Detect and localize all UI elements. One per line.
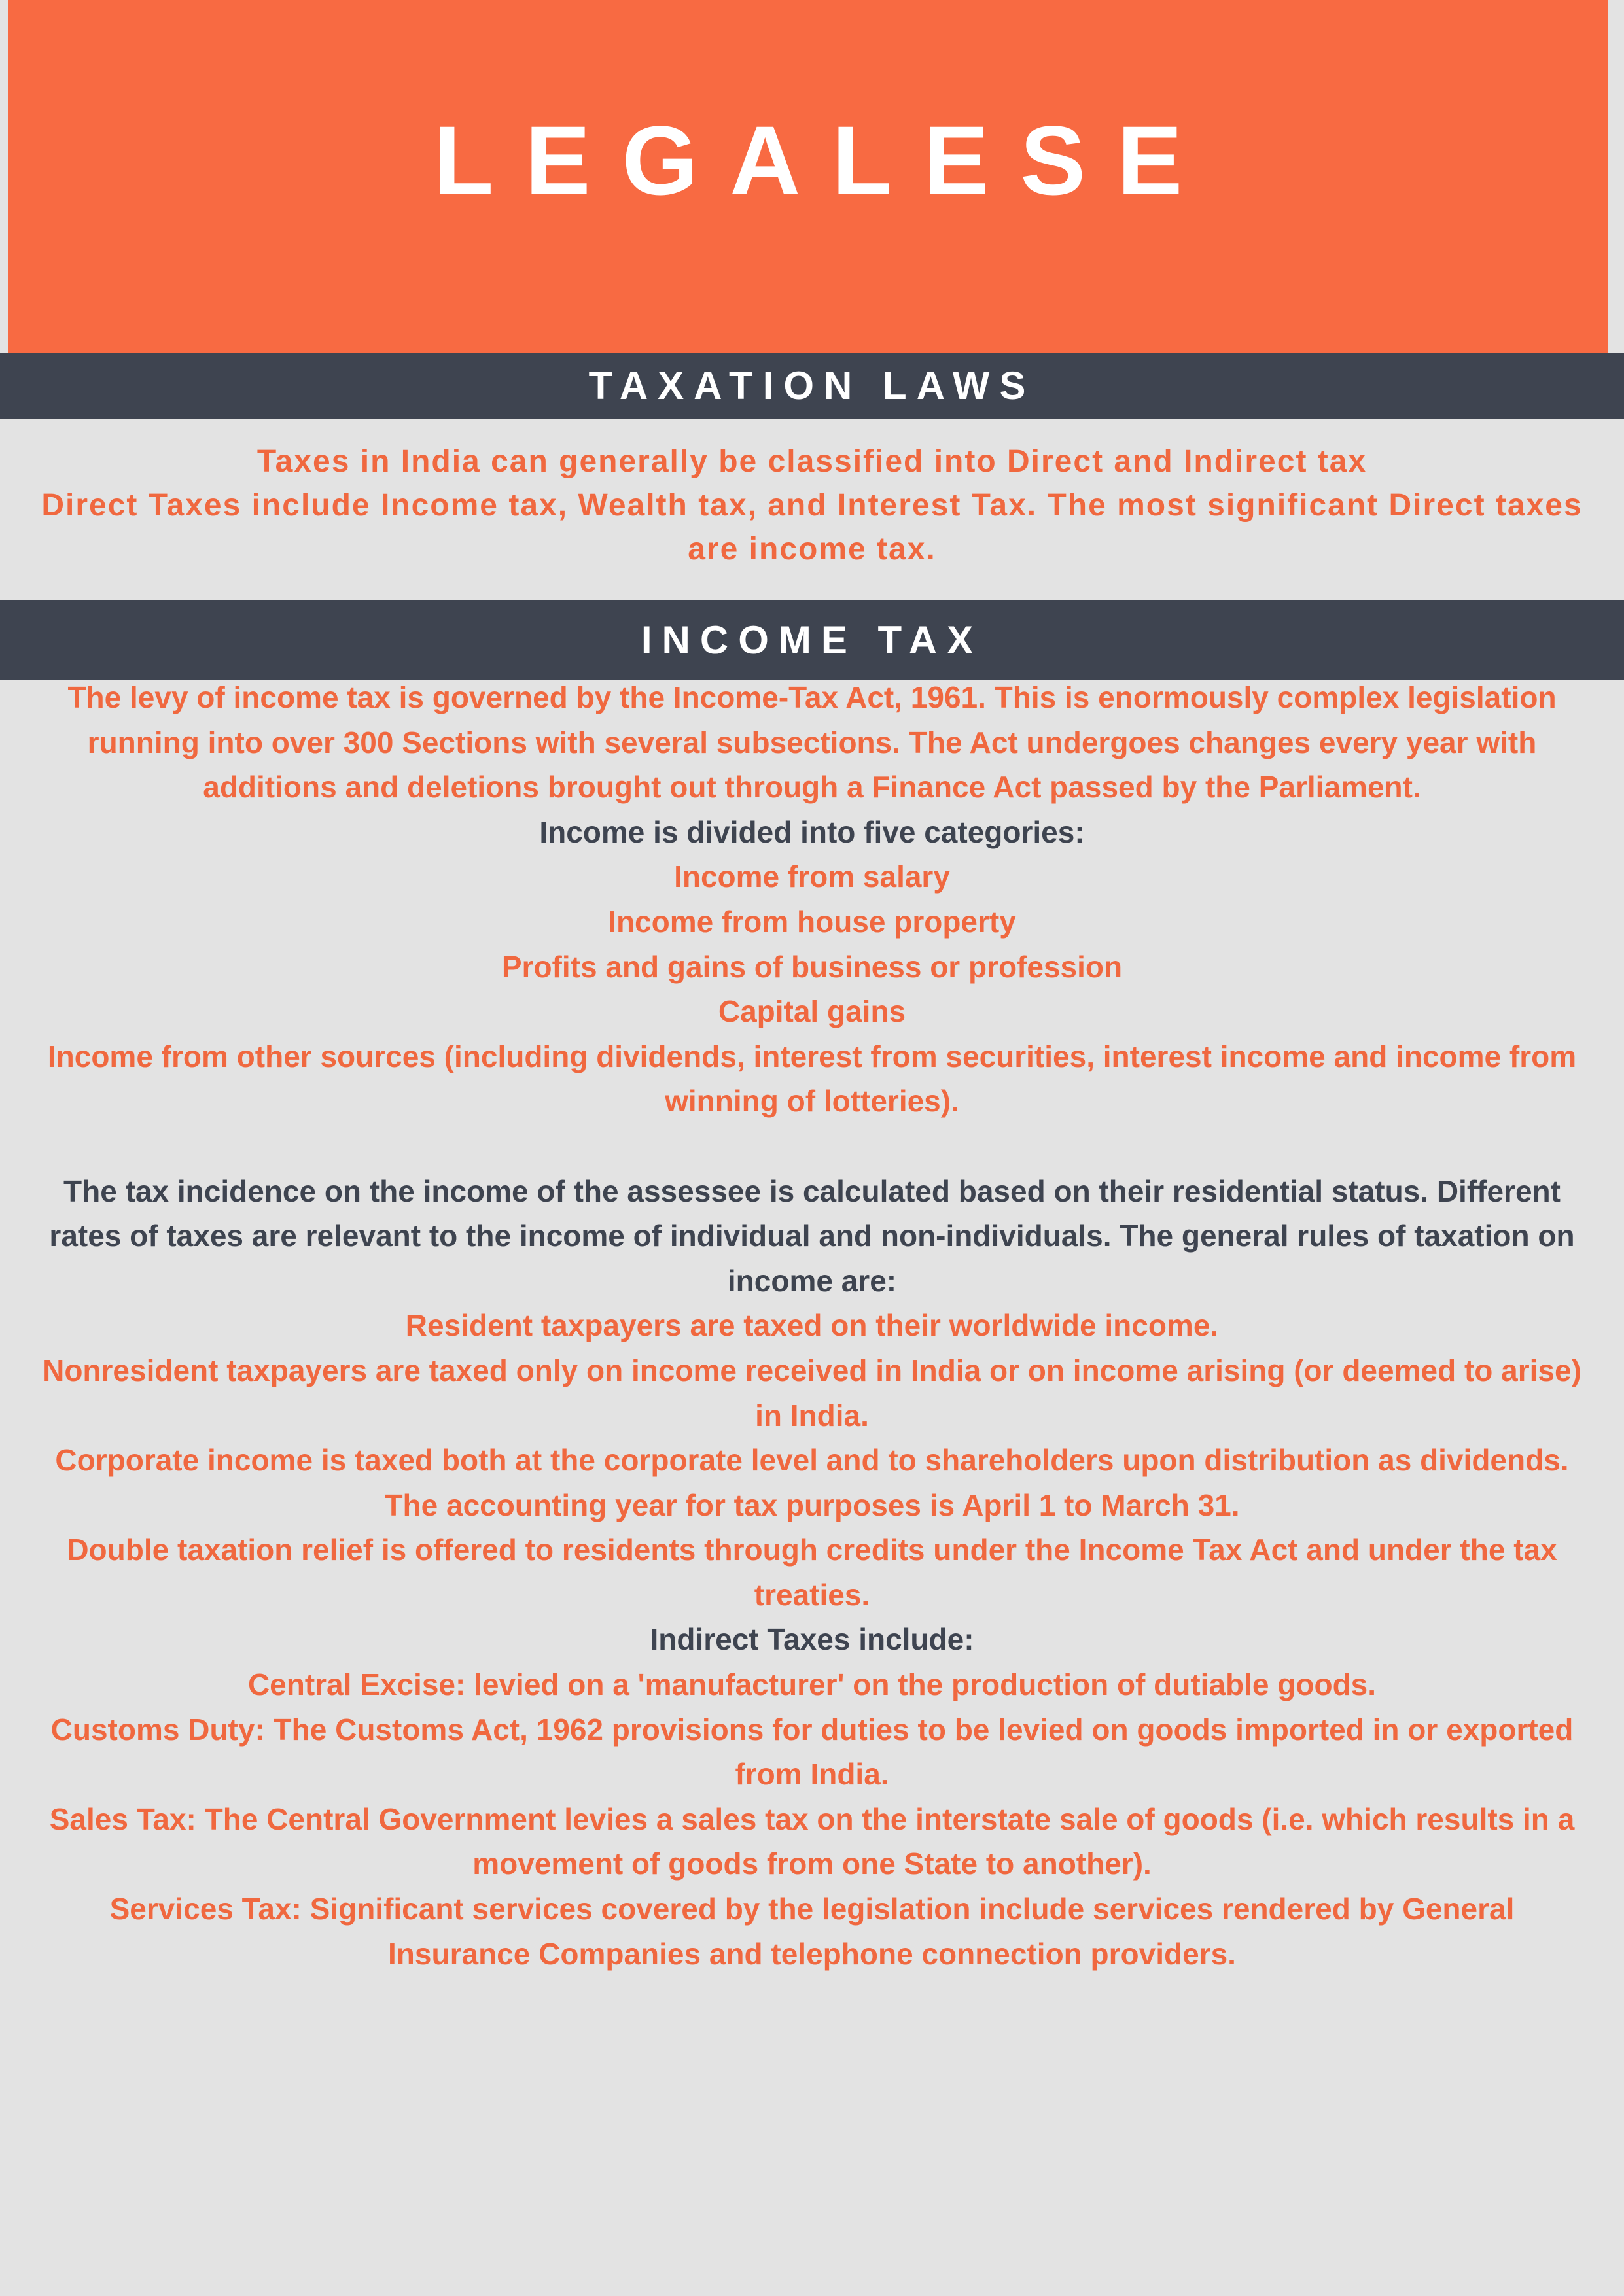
section-band-income-tax — [0, 600, 1624, 680]
list-item: Corporate income is taxed both at the corporate level and to shareholders upon distribution as dividends. — [55, 1443, 1569, 1478]
paragraph: The tax incidence on the income of the assessee is calculated based on their residential status. Different rates of taxes are relevant to the income of individual and non-individuals. The general rules of taxation on income are: — [49, 1174, 1575, 1298]
income-tax-content — [39, 675, 1585, 1976]
header-banner — [8, 0, 1608, 353]
list-item: Income from other sources (including dividends, interest from securities, interest income and income from winning of lotteries). — [47, 1039, 1577, 1119]
list-item: Resident taxpayers are taxed on their worldwide income. — [405, 1308, 1219, 1343]
paragraph: The levy of income tax is governed by the Income-Tax Act, 1961. This is enormously complex legislation running into over 300 Sections with several subsections. The Act undergoes changes every year with additions and deletions brought out through a Finance Act passed by the Parliament. — [67, 680, 1557, 805]
list-item: Nonresident taxpayers are taxed only on income received in India or on income arising (or deemed to arise) in India. — [43, 1353, 1581, 1433]
taxation-intro — [39, 440, 1585, 571]
section-title: TAXATION LAWS — [588, 364, 1036, 408]
list-item: Capital gains — [718, 994, 906, 1029]
list-item: Sales Tax: The Central Government levies a sales tax on the interstate sale of goods (i.e. which results in a movement of goods from one State to another). — [49, 1801, 1575, 1881]
section-title: INCOME TAX — [641, 618, 983, 662]
list-item: Income from salary — [674, 860, 950, 894]
list-item: Customs Duty: The Customs Act, 1962 provisions for duties to be levied on goods imported in or exported from India. — [50, 1712, 1574, 1792]
list-item: Income from house property — [608, 904, 1016, 939]
list-item: Services Tax: Significant services covered by the legislation include services rendered by General Insurance Companies and telephone connection providers. — [109, 1892, 1515, 1971]
section-band-taxation-laws — [0, 353, 1624, 419]
list-item: Central Excise: levied on a 'manufacturer' on the production of dutiable goods. — [247, 1667, 1377, 1702]
page-title: LEGALESE — [433, 105, 1214, 215]
paragraph: Income is divided into five categories: — [539, 814, 1085, 849]
intro-line: Direct Taxes include Income tax, Wealth tax, and Interest Tax. The most significant Direct taxes are income tax. — [41, 488, 1583, 566]
paragraph: Indirect Taxes include: — [650, 1622, 974, 1657]
list-item: Profits and gains of business or profession — [501, 949, 1123, 984]
intro-line: Taxes in India can generally be classified into Direct and Indirect tax — [256, 444, 1368, 479]
spacer — [39, 1124, 1585, 1169]
list-item: The accounting year for tax purposes is April 1 to March 31. — [384, 1487, 1240, 1522]
list-item: Double taxation relief is offered to residents through credits under the Income Tax Act and under the tax treaties. — [67, 1533, 1557, 1612]
